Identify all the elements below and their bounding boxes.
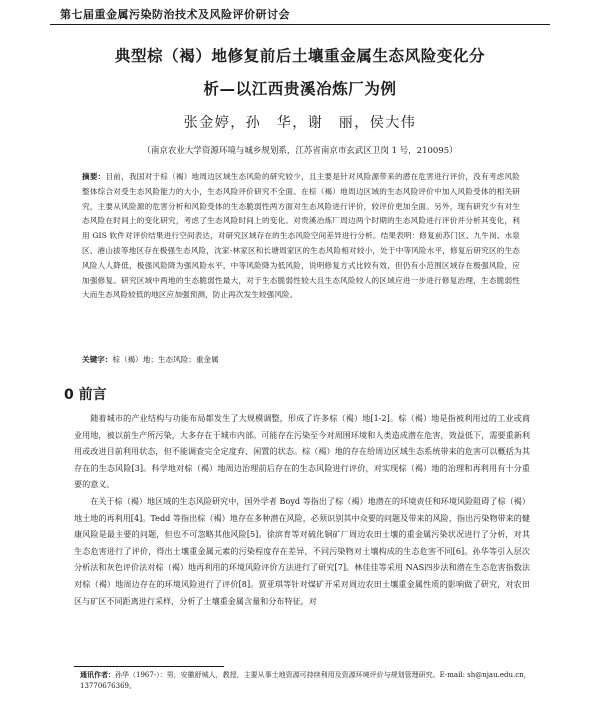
footnote-rule bbox=[74, 666, 224, 667]
running-header: 第七届重金属污染防治技术及风险评价研讨会 bbox=[60, 8, 290, 21]
abstract bbox=[82, 170, 520, 303]
body-text bbox=[74, 410, 530, 609]
paper-title bbox=[40, 40, 560, 106]
footnote-label: 通讯作者： bbox=[80, 671, 115, 679]
section-heading: 0 前言 bbox=[64, 387, 107, 403]
keywords-text: 棕（褐）地；生态风险；重金属 bbox=[112, 355, 219, 364]
affiliation: （南京农业大学资源环境与城乡规划系，江苏省南京市玄武区卫岗 1 号，210095） bbox=[142, 146, 458, 156]
title-line-2: 析—以江西贵溪冶炼厂为例 bbox=[203, 80, 397, 98]
keywords-label: 关键字： bbox=[82, 355, 113, 364]
authors: 张金婷，孙 华，谢 丽，侯大伟 bbox=[183, 115, 417, 131]
header-rule bbox=[50, 24, 550, 25]
body-paragraph: 随着城市的产业结构与功能布局都发生了大规模调整，形成了许多棕（褐）地[1-2]。棕（褐）地是指被利用过的工业或商业用地，被以前生产所污染，大多存在于城市内部。可能存在污染至今对周围环境和人类造成潜在危害，效益低下，需要重新利用或改进目前利用状态，但不能调查完全定度弃、闲置的状态。棕（褐）地的存在给周边区域生态系统带来的危害可以概括为其存在的生态风险[3]。科学地对棕（褐）地周边治理前后存在的生态风险进行评价，对实现棕（褐）地的治理和再利用有十分重要的意义。 bbox=[74, 413, 530, 490]
title-line-1: 典型棕（褐）地修复前后土壤重金属生态风险变化分 bbox=[114, 47, 486, 65]
footnote bbox=[80, 670, 540, 692]
abstract-text: 目前，我国对于棕（褐）地周边区域生态风险的研究较少，且主要是针对风险源带来的潜在危害进行评价，没有考虑风险整体综合对受生态风险能力的大小，生态风险评价研究不全面。在棕（褐）地周边区域的生态风险评价中加入风险受体的相关研究，主要从风险源的危害分析和风险受体的生态脆弱性两方面对生态风险进行评价，较评价更加全面。另外，现有研究少有对生态风险在时间上的变化研究，考虑了生态风险时间上的变化。对贵溪冶炼厂周边两个时期的生态风险进行评价并分析其变化，利用 GIS 软件对评价结果进行空间表达，对研究区域存在的生态风险空间差异进行分析。结果表明：修复前苏门区、九牛岗、水泉区、港山拔等地区存在极强生态风险，沈家-林家区和长塘周家区的生态风险相对较小，处于中等风险水平，修复后研究区的生态风险人人降低，极强风险降为强风险水平，中等风险降为低风险，说明修复方式比较有效，但仍有小范围区域存在极强风险，应加强修复。研究区域中两地的生态脆弱性最大，对于生态脆弱性较大且生态风险较人的区域应进一步进行修复治理，生态脆弱性大而生态风险较低的地区应加强预测，防止再次发生较强风险。 bbox=[82, 172, 520, 300]
footnote-text: 孙华（1967-）：男，安徽舒城人，教授，主要从事土地资源可持续利用及资源环境评价与规划管理研究。E-mail: sh@njau.edu.cn，13770676369。 bbox=[80, 671, 531, 690]
body-paragraph: 在关于棕（褐）地区域的生态风险研究中，国外学者 Boyd 等指出了棕（褐）地潜在的环境责任和环境风险阻碍了棕（褐）地土地的再利用[4]。Tedd 等指出棕（褐）地存在多种潜在风险，必须识别其中众要的问题及带来的风险，指出污染物带来的健康风险是最主要的问题，但也不可忽略其他风险[5]。徐滨育等对硫化铜矿厂周边农田土壤的重金属污染状况进行了分析，对其生态危害进行了评价，得出土壤重金属元素的污染程度存在差异，不同污染物对土壤构成的生态危害不同[6]。孙华等引入层次分析法和灰色评价法对棕（褐）地再利用的环境风险评价方法进行了研究[7]。林佳佳等采用 NAS四步法和潜在生态危害指数法对棕（褐）地周边存在的环境风险进行了评价[8]。贾亚琪等针对煤矿开采对周边农田土壤重金属性质的影响做了研究，对农田区与矿区不同距离进行采样，分析了土壤重金属含量和分布特征，对 bbox=[74, 495, 530, 606]
keywords bbox=[82, 354, 520, 365]
abstract-label: 摘要： bbox=[82, 172, 106, 181]
